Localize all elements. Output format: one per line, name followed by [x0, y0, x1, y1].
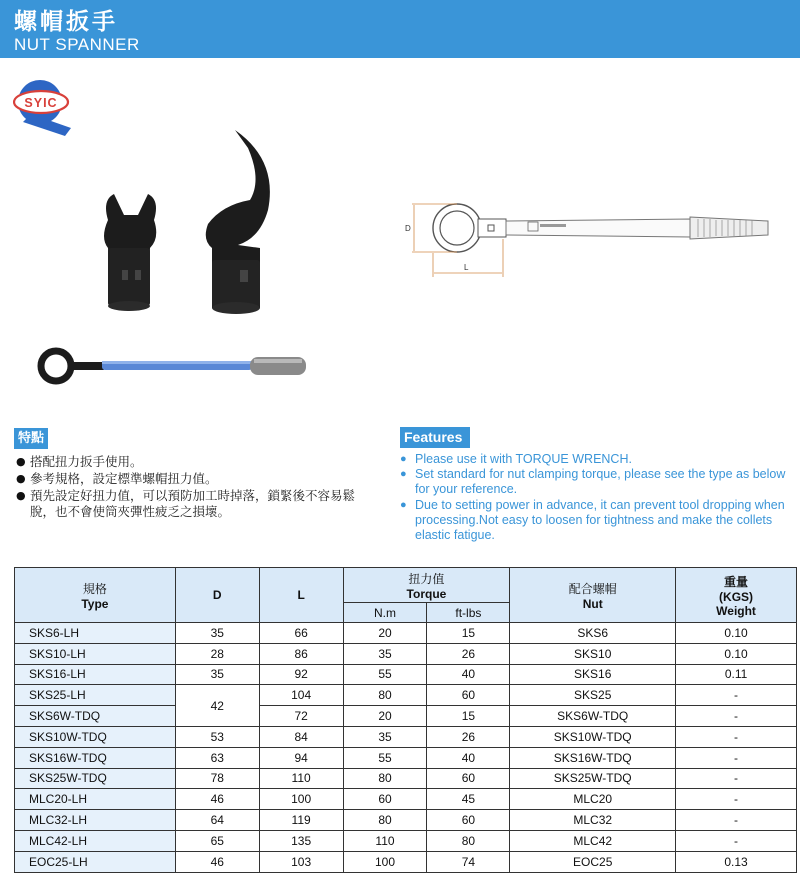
table-cell: 15: [427, 623, 510, 644]
table-cell: MLC42: [510, 830, 676, 851]
table-cell: 35: [175, 623, 259, 644]
table-cell: -: [676, 726, 797, 747]
table-cell: 80: [343, 685, 427, 706]
header-type-en: Type: [81, 596, 109, 611]
header-type: [15, 568, 176, 623]
table-cell: 40: [427, 747, 510, 768]
table-cell: SKS6: [510, 623, 676, 644]
features-zh-item: ● 預先設定好扭力值，可以預防加工時掉落，鎖緊後不容易鬆脫，也不會使筒夾彈性疲乏之損壞。: [16, 488, 376, 520]
table-cell: 80: [343, 768, 427, 789]
table-cell: 60: [427, 768, 510, 789]
table-cell: 35: [343, 643, 427, 664]
features-en-item: ● Set standard for nut clamping torque, please see the type as below for your reference.: [400, 467, 792, 497]
table-cell: 135: [259, 830, 343, 851]
header-torque-zh: 扭力值: [408, 571, 445, 586]
table-cell: 45: [427, 789, 510, 810]
table-cell: -: [676, 768, 797, 789]
table-cell: SKS6W-TDQ: [510, 706, 676, 727]
table-cell: 0.11: [676, 664, 797, 685]
table-cell: MLC20-LH: [15, 789, 176, 810]
table-row: [15, 747, 797, 768]
table-row: [15, 706, 797, 727]
table-cell: 92: [259, 664, 343, 685]
table-cell: 64: [175, 810, 259, 831]
dimension-drawing: [400, 195, 772, 280]
table-cell: SKS16: [510, 664, 676, 685]
table-cell: 20: [343, 623, 427, 644]
table-cell: 15: [427, 706, 510, 727]
table-cell: 60: [427, 810, 510, 831]
table-cell: 104: [259, 685, 343, 706]
table-cell: SKS10W-TDQ: [15, 726, 176, 747]
syic-logo: [13, 74, 75, 138]
header-d: D: [175, 568, 259, 623]
header-l: L: [259, 568, 343, 623]
features-zh-label: 特點: [14, 428, 48, 449]
table-cell: MLC32-LH: [15, 810, 176, 831]
header-weight-en: Weight: [716, 603, 756, 618]
table-row: [15, 664, 797, 685]
table-cell: 60: [343, 789, 427, 810]
table-cell: 110: [259, 768, 343, 789]
table-cell: 66: [259, 623, 343, 644]
features-en-list: [400, 452, 792, 543]
table-cell: SKS6W-TDQ: [15, 706, 176, 727]
table-cell: 28: [175, 643, 259, 664]
table-row: [15, 623, 797, 644]
table-cell: SKS25: [510, 685, 676, 706]
svg-text:D: D: [405, 224, 411, 233]
features-zh-item: ● 參考規格，設定標準螺帽扭力值。: [16, 471, 376, 487]
table-cell: SKS10: [510, 643, 676, 664]
table-cell: SKS6-LH: [15, 623, 176, 644]
table-cell: MLC20: [510, 789, 676, 810]
svg-text:SYIC: SYIC: [24, 96, 58, 110]
header-weight-zh: 重量: [724, 574, 749, 589]
table-row: [15, 726, 797, 747]
features-en-label: Features: [400, 427, 470, 448]
table-cell: 42: [175, 685, 259, 727]
table-cell: 0.10: [676, 643, 797, 664]
header-nut-zh: 配合螺帽: [568, 581, 617, 596]
table-cell: SKS16W-TDQ: [15, 747, 176, 768]
table-cell: 80: [427, 830, 510, 851]
header-weight-unit: (KGS): [719, 589, 754, 604]
table-cell: 55: [343, 747, 427, 768]
table-cell: 65: [175, 830, 259, 851]
table-cell: 53: [175, 726, 259, 747]
table-cell: -: [676, 830, 797, 851]
table-cell: 110: [343, 830, 427, 851]
torque-wrench-photo: [36, 340, 308, 390]
header-ftlbs: ft-lbs: [427, 603, 510, 623]
table-cell: 35: [343, 726, 427, 747]
table-cell: 84: [259, 726, 343, 747]
table-cell: 94: [259, 747, 343, 768]
table-cell: -: [676, 685, 797, 706]
table-cell: 20: [343, 706, 427, 727]
table-cell: 26: [427, 643, 510, 664]
page-title-en: NUT SPANNER: [14, 35, 140, 54]
features-zh-item: ● 搭配扭力扳手使用。: [16, 454, 376, 470]
svg-text:L: L: [464, 263, 469, 272]
table-cell: SKS25W-TDQ: [15, 768, 176, 789]
features-en-item: ● Due to setting power in advance, it can prevent tool dropping when processing.Not easy to loosen for tightness and make the collets elastic fatigue.: [400, 498, 792, 544]
features-zh-list: [16, 454, 376, 521]
table-cell: MLC32: [510, 810, 676, 831]
header-torque-en: Torque: [406, 586, 447, 601]
table-cell: 103: [259, 851, 343, 872]
table-cell: -: [676, 789, 797, 810]
table-cell: MLC42-LH: [15, 830, 176, 851]
header-nut-en: Nut: [582, 596, 603, 611]
spanner-heads-photo: [90, 120, 290, 320]
header-nm: N.m: [343, 603, 427, 623]
spec-table: [14, 567, 797, 873]
table-cell: 63: [175, 747, 259, 768]
table-cell: 72: [259, 706, 343, 727]
table-cell: 55: [343, 664, 427, 685]
table-cell: 40: [427, 664, 510, 685]
table-row: [15, 851, 797, 872]
table-cell: 60: [427, 685, 510, 706]
page-title-zh: 螺帽扳手: [14, 9, 118, 35]
table-cell: 26: [427, 726, 510, 747]
table-cell: SKS25W-TDQ: [510, 768, 676, 789]
table-row: [15, 643, 797, 664]
table-cell: 0.13: [676, 851, 797, 872]
table-row: [15, 768, 797, 789]
table-cell: SKS10W-TDQ: [510, 726, 676, 747]
table-cell: EOC25-LH: [15, 851, 176, 872]
table-cell: 46: [175, 789, 259, 810]
header-nut: [510, 568, 676, 623]
table-cell: 35: [175, 664, 259, 685]
header-torque: [343, 568, 510, 603]
table-cell: 78: [175, 768, 259, 789]
table-row: [15, 810, 797, 831]
table-row: [15, 830, 797, 851]
table-cell: 0.10: [676, 623, 797, 644]
header-type-zh: 規格: [82, 581, 107, 596]
page-header: [0, 0, 800, 58]
table-cell: -: [676, 706, 797, 727]
table-cell: EOC25: [510, 851, 676, 872]
table-cell: SKS16-LH: [15, 664, 176, 685]
table-cell: 46: [175, 851, 259, 872]
table-cell: 100: [259, 789, 343, 810]
table-cell: SKS25-LH: [15, 685, 176, 706]
features-en-item: ● Please use it with TORQUE WRENCH.: [400, 452, 792, 467]
header-weight: [676, 568, 797, 623]
table-row: [15, 685, 797, 706]
table-cell: 80: [343, 810, 427, 831]
table-cell: 119: [259, 810, 343, 831]
table-row: [15, 789, 797, 810]
table-cell: 100: [343, 851, 427, 872]
table-cell: SKS16W-TDQ: [510, 747, 676, 768]
table-cell: 74: [427, 851, 510, 872]
table-cell: -: [676, 810, 797, 831]
table-cell: 86: [259, 643, 343, 664]
table-cell: SKS10-LH: [15, 643, 176, 664]
table-cell: -: [676, 747, 797, 768]
